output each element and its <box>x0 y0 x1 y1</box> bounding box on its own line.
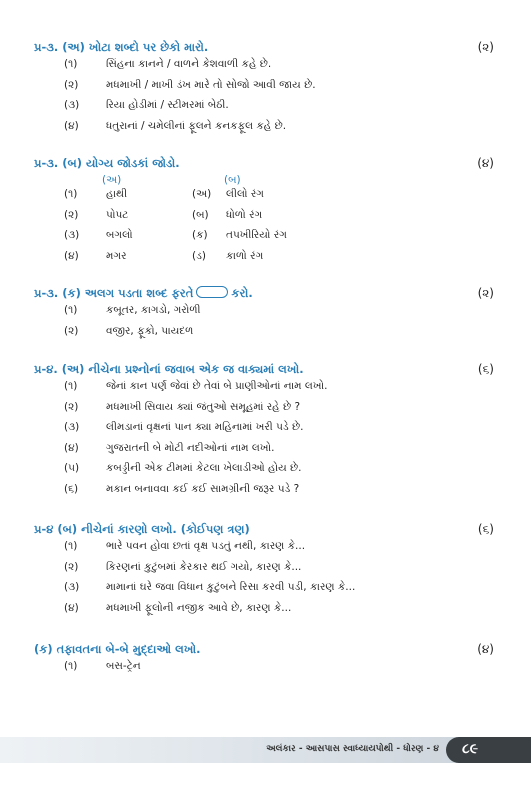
item-number: (૫) <box>64 462 80 474</box>
item-text: મામાનાં ઘરે જવા વિધાન કુટુંબને રિસા કરવી પડી, કારણ કે... <box>106 581 356 593</box>
column-a-header: (અ) <box>102 174 122 186</box>
item-number: (૪) <box>64 249 79 262</box>
list-item <box>34 602 494 623</box>
item-text: બસ-ટ્રેન <box>106 660 141 672</box>
item-text: લીમડાનાં વૃક્ષનાં પાન ક્યા મહિનામાં ખરી પડે છે. <box>106 421 304 433</box>
item-text: ધતુરાનાં / ચમેલીનાં ફૂલને કનકફૂલ કહે છે. <box>106 119 287 132</box>
list-item <box>34 581 494 602</box>
item-number: (૩) <box>64 421 80 433</box>
match-row <box>34 229 494 250</box>
question-1-title: પ્ર-૩. (અ) ખોટા શબ્દો પર છેકો મારો. <box>34 40 209 54</box>
list-item <box>34 79 494 100</box>
item-number: (૧) <box>64 58 78 70</box>
item-text: કબૂતર, કાગડો, ગરોળી <box>106 304 201 316</box>
list-item <box>34 442 494 463</box>
question-2-heading <box>34 156 494 174</box>
question-4 <box>34 362 494 503</box>
item-number: (૨) <box>64 324 79 337</box>
page-number-tab <box>446 737 531 763</box>
column-b-number: (અ) <box>192 188 212 200</box>
column-b-item: તપખીરિયો રંગ <box>226 229 287 241</box>
question-4-heading <box>34 362 494 380</box>
item-number: (૩) <box>64 229 80 241</box>
question-6-marks: (૪) <box>477 642 494 656</box>
list-item <box>34 540 494 561</box>
column-b-number: (ડ) <box>192 249 206 262</box>
question-5 <box>34 522 494 622</box>
item-number: (૨) <box>64 560 79 573</box>
item-number: (૧) <box>64 188 78 200</box>
item-text: કિરણનાં કુટુંબમાં કેરકાર થઈ ગયો, કારણ કે... <box>106 560 302 573</box>
item-text: વજીર, ફૂકો, પાયદળ <box>106 324 194 337</box>
item-number: (૩) <box>64 99 80 111</box>
column-b-item: ધોળો રંગ <box>226 208 263 221</box>
list-item <box>34 401 494 422</box>
list-item <box>34 421 494 442</box>
item-number: (૬) <box>64 482 79 495</box>
match-row <box>34 209 494 230</box>
column-a-item: હાથી <box>106 188 128 200</box>
question-3 <box>34 286 494 345</box>
item-text: મધમાખી ફૂલોની નજીક આવે છે, કારણ કે... <box>106 601 292 614</box>
item-number: (૨) <box>64 208 79 221</box>
column-a-item: બગલો <box>106 229 133 241</box>
list-item <box>34 304 494 325</box>
item-text: મકાન બનાવવા કઈ કઈ સામગ્રીની જરૂર પડે ? <box>106 482 300 495</box>
question-5-title: પ્ર-૪ (બ) નીચેનાં કારણો લખો. (કોઈપણ ત્રણ) <box>34 522 250 536</box>
question-6-title: (ક) તફાવતના બે-બે મુદ્દાઓ લખો. <box>34 642 201 656</box>
item-text: જેનાં કાન પર્ણ જેવાં છે તેવાં બે પ્રાણીઓનાં નામ લખો. <box>106 380 328 392</box>
question-5-marks: (૬) <box>477 522 494 536</box>
column-b-number: (ક) <box>192 229 208 241</box>
question-6 <box>34 642 494 681</box>
question-3-marks: (૨) <box>477 286 494 300</box>
list-item <box>34 99 494 120</box>
question-3-title-end: કરો. <box>231 286 253 300</box>
list-item <box>34 380 494 401</box>
item-number: (૪) <box>64 441 79 454</box>
item-text: રિયા હોડીમાં / સ્ટીમરમાં બેઠી. <box>106 99 229 111</box>
item-text: કબડ્ડીની એક ટીમમાં કેટલા ખેલાડીઓ હોય છે. <box>106 462 302 474</box>
match-row <box>34 188 494 209</box>
column-b-number: (બ) <box>192 208 209 221</box>
item-number: (૧) <box>64 380 78 392</box>
list-item <box>34 561 494 582</box>
question-2 <box>34 156 494 270</box>
list-item <box>34 660 494 681</box>
item-number: (૧) <box>64 660 78 672</box>
list-item <box>34 325 494 346</box>
item-text: ગુજરાતની બે મોટી નદીઓનાં નામ લખો. <box>106 441 275 454</box>
question-3-heading <box>34 286 494 304</box>
column-b-header: (બ) <box>224 174 241 186</box>
column-b-item: લીલો રંગ <box>226 188 264 200</box>
question-1-marks: (૨) <box>477 40 494 54</box>
match-row <box>34 250 494 271</box>
column-a-item: મગર <box>106 249 127 262</box>
question-3-title: પ્ર-૩. (ક) અલગ પડતા શબ્દ ફરતે <box>34 286 194 300</box>
question-1 <box>34 40 494 140</box>
question-2-title: પ્ર-૩. (બ) યોગ્ય જોડકાં જોડો. <box>34 156 180 170</box>
item-text: મધમાખી / માખી ડંખ મારે તો સોજો આવી જાય છે. <box>106 78 316 91</box>
match-column-headers <box>34 174 494 188</box>
question-4-marks: (૬) <box>477 362 494 376</box>
item-number: (૩) <box>64 581 80 593</box>
list-item <box>34 462 494 483</box>
item-text: ભારે પવન હોવા છતાં વૃક્ષ પડતું નથી, કારણ કે... <box>106 540 306 552</box>
item-number: (૪) <box>64 601 79 614</box>
footer-book-title: અલંકાર - આસપાસ સ્વાધ્યાયપોથી - ધોરણ - ૪ <box>266 744 439 754</box>
list-item <box>34 483 494 504</box>
question-5-heading <box>34 522 494 540</box>
column-b-item: કાળો રંગ <box>226 249 264 262</box>
item-number: (૧) <box>64 304 78 316</box>
page-number: ૮૯ <box>462 741 478 757</box>
question-4-title: પ્ર-૪. (અ) નીચેના પ્રશ્નોનાં જવાબ એક જ વાક્યમાં લખો. <box>34 362 304 376</box>
question-2-marks: (૪) <box>477 156 494 170</box>
item-number: (૨) <box>64 400 79 413</box>
list-item <box>34 58 494 79</box>
item-number: (૧) <box>64 540 78 552</box>
item-number: (૨) <box>64 78 79 91</box>
item-text: મધમાખી સિવાય ક્યાં જંતુઓ સમૂહમાં રહે છે ? <box>106 400 301 413</box>
list-item <box>34 120 494 141</box>
circle-box-icon <box>196 286 228 298</box>
item-text: સિંહના કાનને / વાળને કેશવાળી કહે છે. <box>106 58 272 70</box>
question-1-heading <box>34 40 494 58</box>
item-number: (૪) <box>64 119 79 132</box>
column-a-item: પોપટ <box>106 208 129 221</box>
question-6-heading <box>34 642 494 660</box>
